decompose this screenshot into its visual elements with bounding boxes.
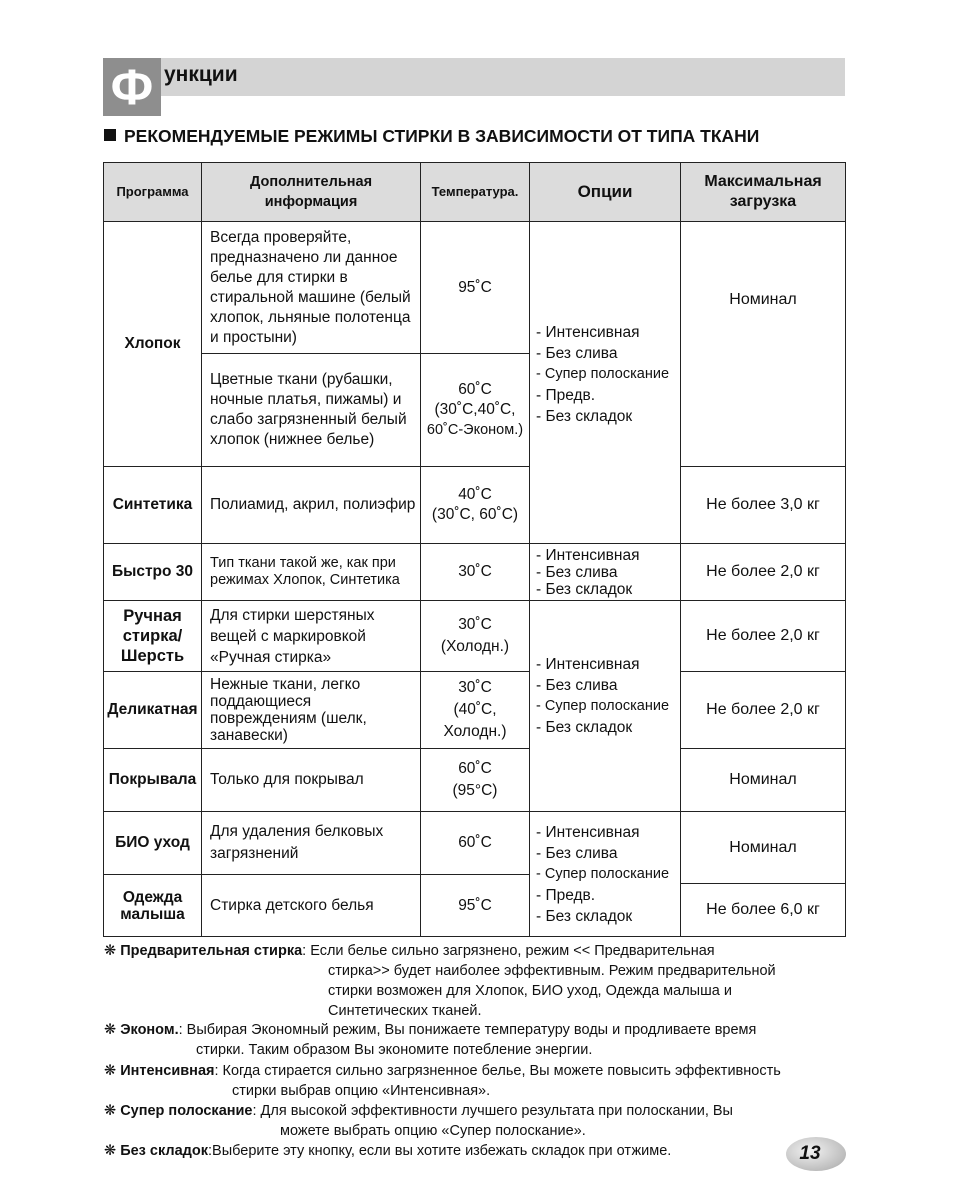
page-title: ункции xyxy=(164,63,238,86)
asterisk-icon: ❋ xyxy=(104,1143,117,1159)
temp-delicate-line: Холодн.) xyxy=(443,723,507,740)
temp-duvet-line: 60˚C xyxy=(458,760,492,777)
footnote-text: Синтетических тканей. xyxy=(328,1003,482,1019)
header-info: Дополнительная информация xyxy=(202,163,421,222)
footnote-text: стирка>> будет наиболее эффективным. Режим предварительной xyxy=(328,963,776,979)
footnote-text: : Когда стирается сильно загрязненное белье, Вы можете повысить эффективность xyxy=(214,1063,781,1079)
load-bio: Номинал xyxy=(681,812,845,884)
footnote-term: Интенсивная xyxy=(120,1063,215,1079)
footnote-text: можете выбрать опцию «Супер полоскание». xyxy=(280,1123,586,1139)
option-item: - Супер полоскание xyxy=(536,698,670,714)
temp-quick30: 30˚C xyxy=(421,544,530,601)
options-cotton-synthetic xyxy=(530,222,681,544)
info-duvet: Только для покрывал xyxy=(202,749,421,812)
option-item: - Без слива xyxy=(536,844,618,862)
program-baby: Одежда малыша xyxy=(104,875,202,936)
options-quick30 xyxy=(530,544,681,601)
program-synthetic: Синтетика xyxy=(104,467,202,544)
option-item: - Интенсивная xyxy=(536,546,640,564)
section-title xyxy=(104,124,759,148)
load-delicate: Не более 2,0 кг xyxy=(681,672,845,749)
program-hand-wool: Ручная стирка/ Шерсть xyxy=(104,601,202,672)
temp-duvet xyxy=(421,749,530,812)
option-item: - Без слива xyxy=(536,677,618,694)
option-item: - Без складок xyxy=(536,907,633,925)
header-max-load: Максимальная загрузка xyxy=(681,163,845,222)
temp-delicate xyxy=(421,672,530,749)
footnote-prewash xyxy=(104,941,776,1021)
footnote-intensive xyxy=(104,1061,781,1101)
info-hand-wool: Для стирки шерстяных вещей с маркировкой «Ручная стирка» xyxy=(202,601,421,672)
option-item: - Предв. xyxy=(536,387,596,404)
option-item: - Интенсивная xyxy=(536,656,640,673)
asterisk-icon: ❋ xyxy=(104,1103,117,1119)
footnote-text: стирки выбрав опцию «Интенсивная». xyxy=(232,1083,491,1099)
option-item: - Супер полоскание xyxy=(536,865,670,882)
temp-hand-line: (Холодн.) xyxy=(440,638,510,655)
temp-cotton-white: 95˚C xyxy=(421,222,530,354)
option-item: - Без складок xyxy=(536,408,633,425)
temp-delicate-line: 30˚C xyxy=(458,679,492,696)
temp-duvet-line: (95°C) xyxy=(452,782,498,799)
load-quick30: Не более 2,0 кг xyxy=(681,544,845,601)
asterisk-icon: ❋ xyxy=(104,1063,117,1079)
asterisk-icon: ❋ xyxy=(104,1022,117,1038)
info-synthetic: Полиамид, акрил, полиэфир xyxy=(202,467,421,544)
footnote-econom xyxy=(104,1020,756,1060)
program-bio: БИО уход xyxy=(104,812,202,875)
footnote-text: : Выбирая Экономный режим, Вы понижаете температуру воды и продливаете время xyxy=(178,1022,757,1038)
temp-hand-wool xyxy=(421,601,530,672)
info-baby: Стирка детского белья xyxy=(202,875,421,936)
temp-cotton-color-line: (30˚C,40˚C, xyxy=(434,401,516,418)
temp-synthetic xyxy=(421,467,530,544)
option-item: - Интенсивная xyxy=(536,324,640,341)
load-hand-wool: Не более 2,0 кг xyxy=(681,601,845,672)
option-item: - Интенсивная xyxy=(536,823,640,841)
option-item: - Без складок xyxy=(536,719,633,736)
footnote-text: : Если белье сильно загрязнено, режим << Предварительная xyxy=(302,943,715,959)
program-cotton: Хлопок xyxy=(104,222,202,467)
load-baby: Не более 6,0 кг xyxy=(706,901,820,918)
footnote-term: Без складок xyxy=(120,1143,209,1159)
header-temperature: Температура. xyxy=(421,163,530,222)
footnote-superrinse xyxy=(104,1101,733,1141)
header-letter: Ф xyxy=(110,59,154,115)
footnote-text: стирки. Таким образом Вы экономите потебление энергии. xyxy=(196,1042,593,1058)
temp-synthetic-line: 40˚C xyxy=(458,486,492,503)
info-delicate: Нежные ткани, легко поддающиеся повреждениям (шелк, занавески) xyxy=(202,672,421,749)
option-item: - Предв. xyxy=(536,886,596,904)
header-program: Программа xyxy=(104,163,202,222)
footnote-text: стирки возможен для Хлопок, БИО уход, Одежда малыша и xyxy=(328,983,732,999)
program-quick30: Быстро 30 xyxy=(104,544,202,601)
option-item: - Без слива xyxy=(536,563,618,581)
temp-delicate-line: (40˚C, xyxy=(453,701,497,718)
info-quick30: Тип ткани такой же, как при режимах Хлопок, Синтетика xyxy=(202,544,421,601)
load-synthetic: Не более 3,0 кг xyxy=(681,467,845,544)
temp-cotton-color xyxy=(421,354,530,467)
temp-cotton-color-line: 60˚C xyxy=(458,381,492,398)
header-options: Опции xyxy=(530,163,681,222)
asterisk-icon: ❋ xyxy=(104,943,117,959)
page-number xyxy=(786,1137,846,1171)
info-cotton-color: Цветные ткани (рубашки, ночные платья, пижамы) и слабо загрязненный белый хлопок (нижнее белье) xyxy=(202,354,421,467)
info-bio: Для удаления белковых загрязнений xyxy=(202,812,421,875)
option-item: - Супер полоскание xyxy=(536,366,670,382)
option-item: - Без слива xyxy=(536,345,618,362)
load-cotton: Номинал xyxy=(681,222,845,467)
options-bio-baby xyxy=(530,812,681,936)
program-delicate: Деликатная xyxy=(104,672,202,749)
footnote-text: : Для высокой эффективности лучшего результата при полоскании, Вы xyxy=(252,1103,733,1119)
info-cotton-white: Всегда проверяйте, предназначено ли данное белье для стирки в стиральной машине (белый хлопок, льняные полотенца и простыни) xyxy=(202,222,421,354)
temp-bio: 60˚C xyxy=(421,812,530,875)
option-item: - Без складок xyxy=(536,580,633,598)
section-title-text: РЕКОМЕНДУЕМЫЕ РЕЖИМЫ СТИРКИ В ЗАВИСИМОСТИ ОТ ТИПА ТКАНИ xyxy=(124,126,760,146)
footnote-nocrease xyxy=(104,1141,671,1161)
page-number-text: 13 xyxy=(799,1143,821,1164)
footnote-text: :Выберите эту кнопку, если вы хотите избежать складок при отжиме. xyxy=(208,1143,672,1159)
footnote-term: Эконом. xyxy=(120,1022,179,1038)
footnote-term: Предварительная стирка xyxy=(120,943,303,959)
footnote-term: Супер полоскание xyxy=(120,1103,253,1119)
program-duvet: Покрывала xyxy=(104,749,202,812)
options-hand-delicate-duvet xyxy=(530,601,681,812)
temp-cotton-color-line: 60˚C-Эконом.) xyxy=(426,422,524,438)
wash-programs-table xyxy=(103,162,846,937)
temp-synthetic-line: (30˚C, 60˚C) xyxy=(431,506,519,523)
temp-baby: 95˚C xyxy=(421,875,530,936)
temp-hand-line: 30˚C xyxy=(458,616,492,633)
load-duvet: Номинал xyxy=(681,749,845,812)
square-bullet-icon xyxy=(104,129,116,141)
